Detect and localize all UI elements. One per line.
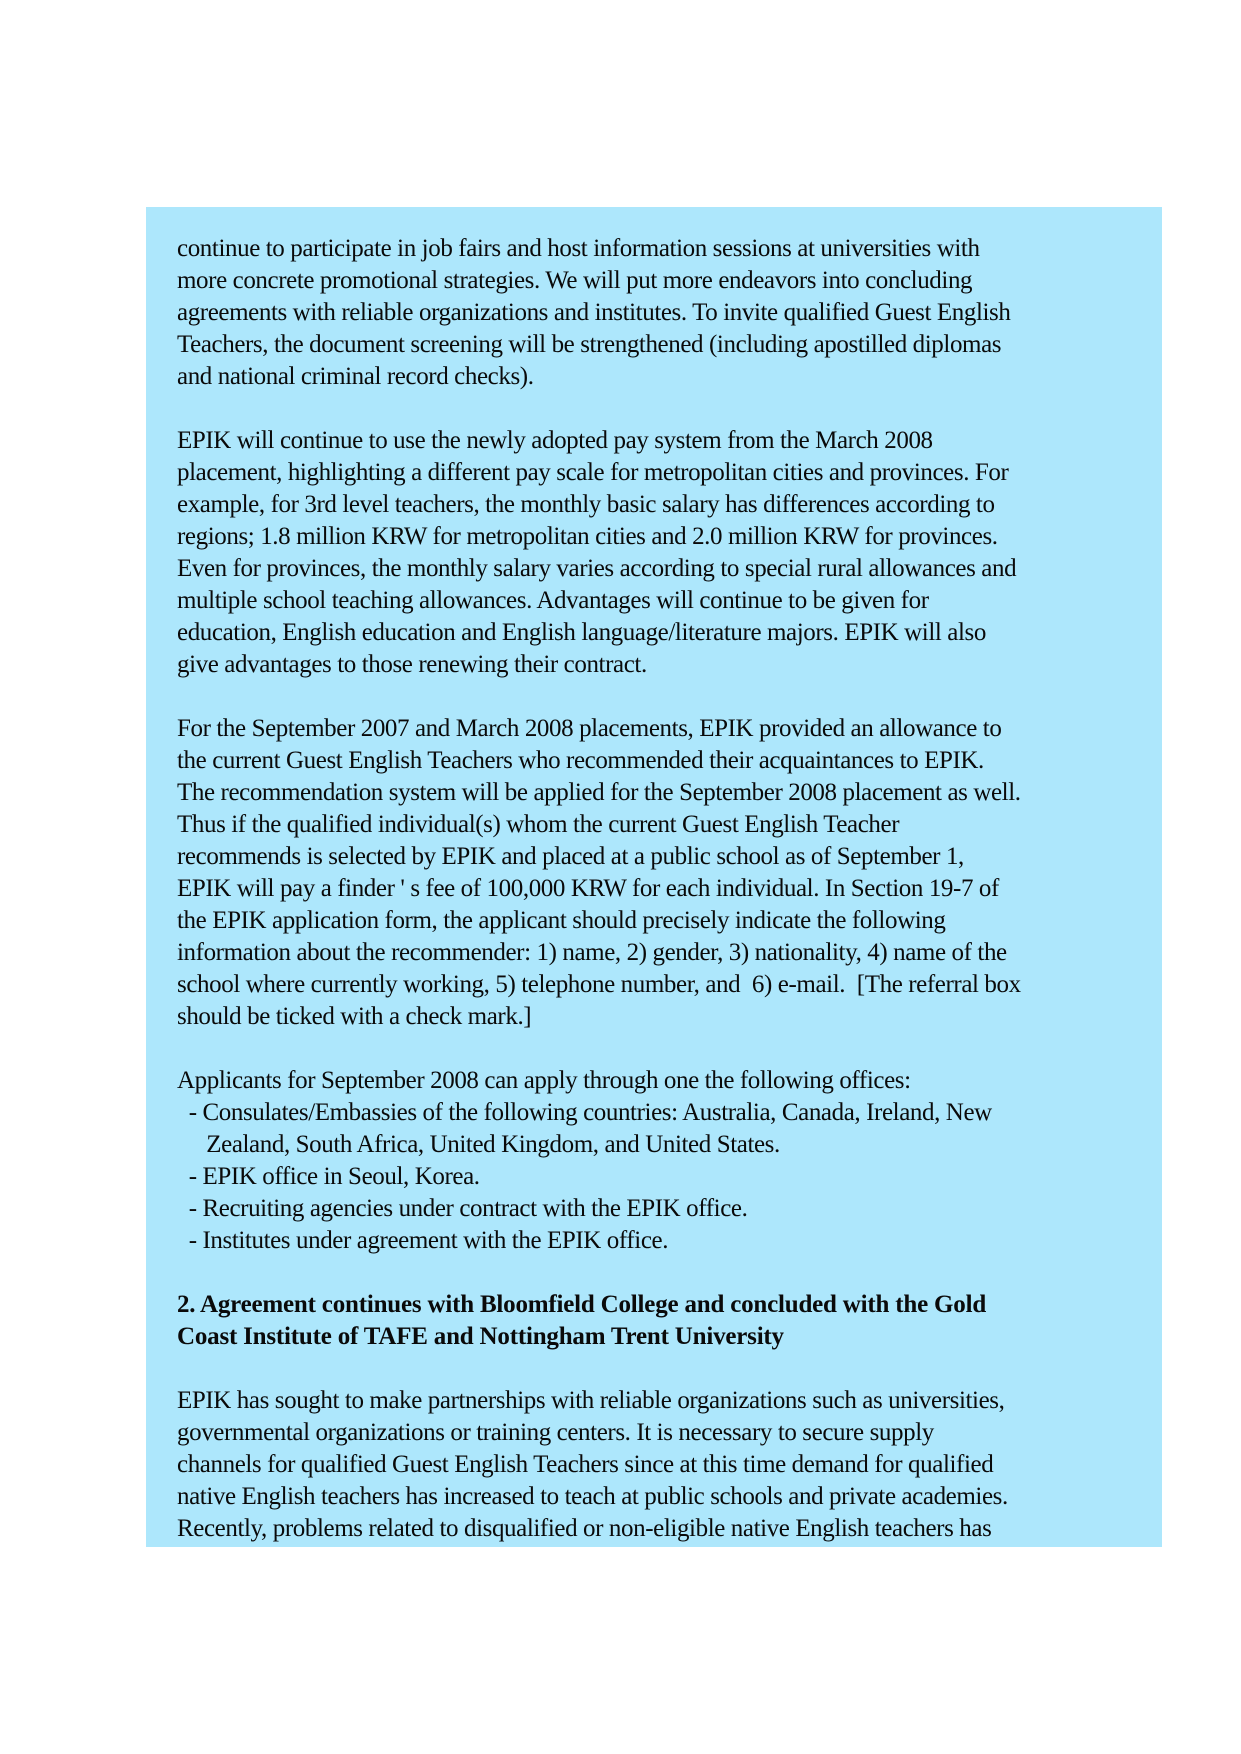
text-line: 2. Agreement continues with Bloomfield College and concluded with the Gold [177, 1291, 987, 1318]
text-line: example, for 3rd level teachers, the monthly basic salary has differences according to [177, 491, 995, 518]
text-line: Teachers, the document screening will be strengthened (including apostilled diplomas [177, 331, 1002, 358]
text-line: placement, highlighting a different pay scale for metropolitan cities and provinces. For [177, 459, 1009, 486]
text-line: - Consulates/Embassies of the following countries: Australia, Canada, Ireland, New [177, 1099, 992, 1126]
text-line: Even for provinces, the monthly salary varies according to special rural allowances and [177, 555, 1017, 582]
text-line: regions; 1.8 million KRW for metropolitan cities and 2.0 million KRW for provinces. [177, 523, 998, 550]
text-line: recommends is selected by EPIK and placed at a public school as of September 1, [177, 843, 964, 870]
text-line: information about the recommender: 1) name, 2) gender, 3) nationality, 4) name of the [177, 939, 1007, 966]
text-line: education, English education and English language/literature majors. EPIK will also [177, 619, 986, 646]
text-line: - EPIK office in Seoul, Korea. [177, 1163, 480, 1190]
text-line: the current Guest English Teachers who recommended their acquaintances to EPIK. [177, 747, 984, 774]
text-line: governmental organizations or training centers. It is necessary to secure supply [177, 1419, 934, 1446]
text-line: Coast Institute of TAFE and Nottingham Trent University [177, 1323, 784, 1350]
text-line: For the September 2007 and March 2008 placements, EPIK provided an allowance to [177, 715, 1002, 742]
text-line: - Institutes under agreement with the EPIK office. [177, 1227, 669, 1254]
text-line: EPIK has sought to make partnerships with reliable organizations such as universities, [177, 1387, 1005, 1414]
paragraph [177, 1065, 1134, 1257]
text-line: Applicants for September 2008 can apply through one the following offices: [177, 1067, 911, 1094]
text-line: school where currently working, 5) telephone number, and 6) e-mail. [The referral box [177, 971, 1021, 998]
paragraph [177, 1385, 1134, 1545]
text-line: native English teachers has increased to teach at public schools and private academies. [177, 1483, 1008, 1510]
text-line: The recommendation system will be applied for the September 2008 placement as well. [177, 779, 1021, 806]
content-box [146, 207, 1162, 1547]
text-line: continue to participate in job fairs and host information sessions at universities with [177, 235, 980, 262]
text-line: the EPIK application form, the applicant should precisely indicate the following [177, 907, 946, 934]
text-line: multiple school teaching allowances. Advantages will continue to be given for [177, 587, 929, 614]
text-line: more concrete promotional strategies. We will put more endeavors into concluding [177, 267, 973, 294]
text-line: EPIK will pay a finder ' s fee of 100,000 KRW for each individual. In Section 19-7 of [177, 875, 999, 902]
text-line: EPIK will continue to use the newly adopted pay system from the March 2008 [177, 427, 933, 454]
text-line: Thus if the qualified individual(s) whom the current Guest English Teacher [177, 811, 900, 838]
text-line: give advantages to those renewing their contract. [177, 651, 647, 678]
text-line: should be ticked with a check mark.] [177, 1003, 532, 1030]
heading [177, 1289, 1134, 1353]
paragraph [177, 233, 1134, 393]
text-line: Zealand, South Africa, United Kingdom, and United States. [177, 1131, 780, 1158]
text-line: channels for qualified Guest English Teachers since at this time demand for qualified [177, 1451, 994, 1478]
paragraph [177, 425, 1134, 681]
document-body [177, 233, 1134, 1545]
text-line: agreements with reliable organizations and institutes. To invite qualified Guest English [177, 299, 1011, 326]
text-line: and national criminal record checks). [177, 363, 534, 390]
paragraph [177, 713, 1134, 1033]
text-line: - Recruiting agencies under contract with the EPIK office. [177, 1195, 748, 1222]
text-line: Recently, problems related to disqualified or non-eligible native English teachers has [177, 1515, 992, 1542]
